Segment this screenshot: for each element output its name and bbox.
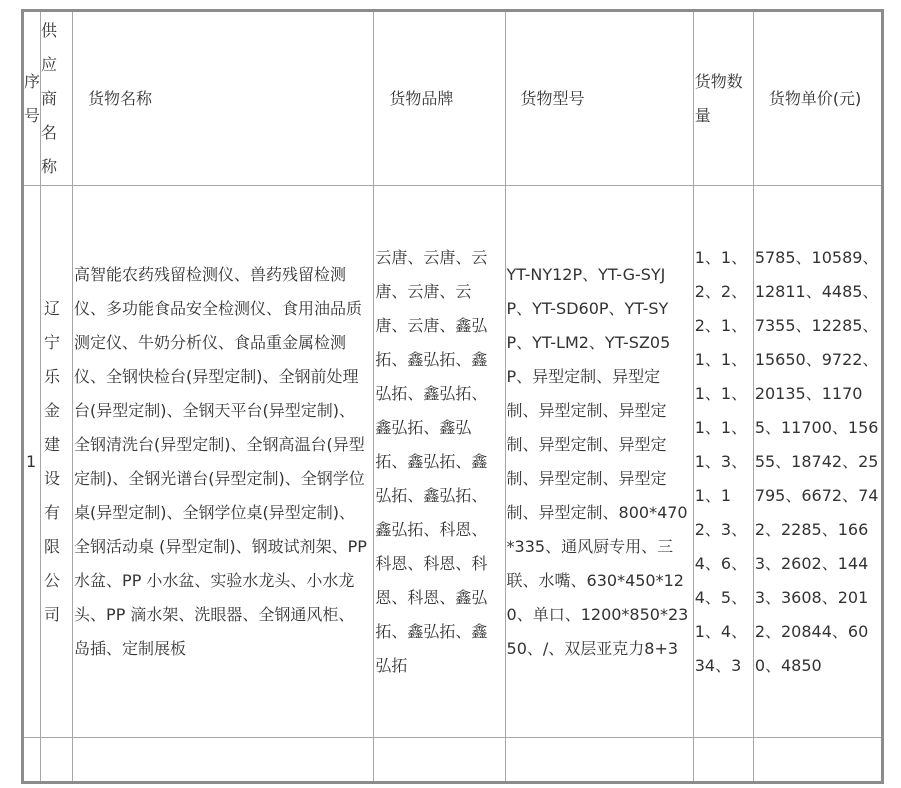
header-supplier: 供应商名称 bbox=[41, 11, 73, 186]
header-goods-qty: 货物数量 bbox=[693, 11, 753, 186]
header-goods-model: 货物型号 bbox=[505, 11, 693, 186]
header-goods-name: 货物名称 bbox=[73, 11, 374, 186]
cell-goods-model: YT-NY12P、YT-G-SYJP、YT-SD60P、YT-SYP、YT-LM2、YT-SZ05P、异型定制、异型定制、异型定制、异型定制、异型定制、异型定制、异型定制、异型定制、异型定制、800*470*335、通风厨专用、三联、水嘴、630*450*120、单口、1200*850*2350、/、双层亚克力8+3 bbox=[505, 186, 693, 738]
table-header-row bbox=[23, 11, 883, 186]
empty-cell bbox=[23, 738, 41, 783]
header-goods-brand: 货物品牌 bbox=[374, 11, 505, 186]
header-unit-price: 货物单价(元) bbox=[753, 11, 882, 186]
cell-supplier: 辽宁乐金建设有限公司 bbox=[41, 186, 73, 738]
goods-table bbox=[21, 9, 884, 784]
cell-goods-name: 高智能农药残留检测仪、兽药残留检测仪、多功能食品安全检测仪、食用油品质测定仪、牛奶分析仪、食品重金属检测仪、全钢快检台(异型定制)、全钢前处理台(异型定制)、全钢天平台(异型定制)、全钢清洗台(异型定制)、全钢高温台(异型定制)、全钢光谱台(异型定制)、全钢学位桌(异型定制)、全钢学位桌(异型定制)、全钢活动桌 (异型定制)、钢玻试剂架、PP 水盆、PP 小水盆、实验水龙头、小水龙头、PP 滴水架、洗眼器、全钢通风柜、岛插、定制展板 bbox=[73, 186, 374, 738]
empty-cell bbox=[374, 738, 505, 783]
table-row-empty bbox=[23, 738, 883, 783]
empty-cell bbox=[505, 738, 693, 783]
empty-cell bbox=[73, 738, 374, 783]
header-seq: 序号 bbox=[23, 11, 41, 186]
empty-cell bbox=[41, 738, 73, 783]
cell-seq: 1 bbox=[23, 186, 41, 738]
cell-unit-price: 5785、10589、12811、4485、7355、12285、15650、9722、20135、11705、11700、15655、18742、25795、6672、742、2285、1663、2602、1443、3608、2012、20844、600、4850 bbox=[753, 186, 882, 738]
cell-goods-brand: 云唐、云唐、云唐、云唐、云唐、云唐、鑫弘拓、鑫弘拓、鑫弘拓、鑫弘拓、鑫弘拓、鑫弘拓、鑫弘拓、鑫弘拓、鑫弘拓、鑫弘拓、科恩、科恩、科恩、科恩、科恩、鑫弘拓、鑫弘拓、鑫弘拓 bbox=[374, 186, 505, 738]
empty-cell bbox=[753, 738, 882, 783]
empty-cell bbox=[693, 738, 753, 783]
cell-goods-qty: 1、1、2、2、2、1、1、1、1、1、1、1、1、3、1、12、3、4、6、4、5、1、4、34、3 bbox=[693, 186, 753, 738]
table-row bbox=[23, 186, 883, 738]
